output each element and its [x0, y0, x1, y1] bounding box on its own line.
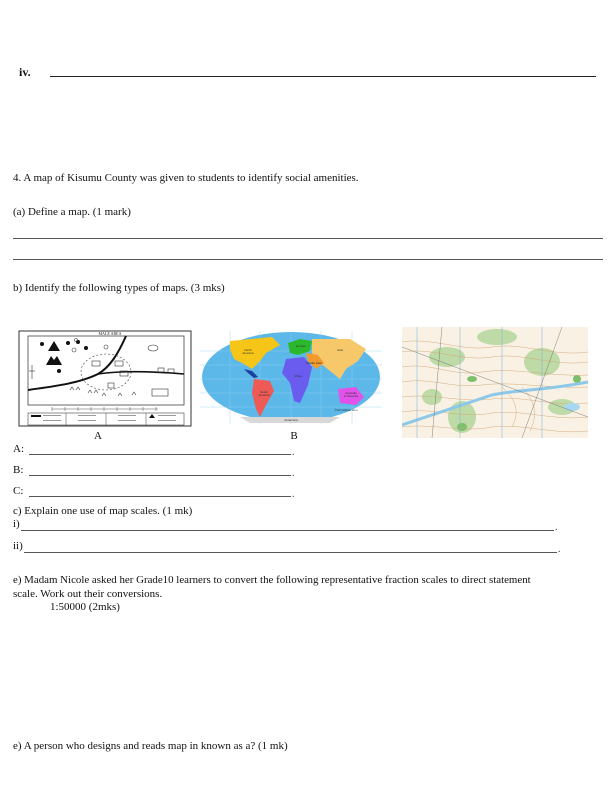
part-e2-prompt: e) A person who designs and reads map in known as a? (1 mk)	[13, 740, 288, 752]
svg-text:Antarctica: Antarctica	[284, 418, 298, 422]
figure-b-label: B	[290, 430, 298, 442]
svg-text:North: North	[244, 348, 252, 352]
figure-c-topographic-map	[402, 327, 588, 438]
part-a-answer-line-2[interactable]	[13, 259, 603, 260]
part-c-answer-ii-label: ii)	[13, 540, 23, 552]
figure-a-sketch-map	[18, 329, 193, 429]
part-c-prompt: c) Explain one use of map scales. (1 mk)	[13, 505, 193, 517]
world-map-illustration	[200, 331, 382, 424]
answer-line-iv[interactable]	[50, 76, 596, 77]
part-c-answer-i-terminator: .	[555, 522, 558, 533]
svg-text:& Oceania: & Oceania	[343, 394, 359, 398]
answer-c-line[interactable]	[29, 496, 291, 497]
svg-text:Asia: Asia	[337, 348, 343, 352]
svg-text:Europe: Europe	[296, 344, 306, 348]
part-e1-prompt-line1: e) Madam Nicole asked her Grade10 learners to convert the following representative fraction scales to direct statement	[13, 574, 531, 586]
svg-text:©WorldAtlas.com: ©WorldAtlas.com	[334, 408, 358, 412]
svg-text:Australia: Australia	[345, 391, 357, 395]
sketch-map-illustration	[18, 329, 193, 429]
svg-text:America: America	[242, 351, 254, 355]
answer-a-line[interactable]	[29, 454, 291, 455]
figure-b-world-map	[200, 331, 382, 424]
svg-text:South: South	[260, 390, 268, 394]
part-e1-prompt-line2: scale. Work out their conversions.	[13, 588, 163, 600]
part-c-answer-i-line[interactable]	[21, 530, 554, 531]
answer-b-label: B:	[13, 464, 24, 476]
svg-text:Middle East: Middle East	[306, 361, 322, 365]
answer-c-label: C:	[13, 485, 24, 497]
figure-a-label: A	[94, 430, 102, 442]
svg-text:Africa: Africa	[294, 374, 302, 378]
answer-b-terminator: .	[292, 468, 295, 479]
svg-text:MALE AREA: MALE AREA	[98, 331, 122, 336]
part-b-prompt: b) Identify the following types of maps. (3 mks)	[13, 282, 225, 294]
item-label-iv: iv.	[19, 65, 31, 79]
svg-text:America: America	[258, 393, 270, 397]
answer-a-label: A:	[13, 443, 24, 455]
part-a-prompt: (a) Define a map. (1 mark)	[13, 206, 131, 218]
part-c-answer-ii-terminator: .	[558, 544, 561, 555]
answer-b-line[interactable]	[29, 475, 291, 476]
part-e1-scale-item: 1:50000 (2mks)	[50, 601, 120, 613]
topographic-map-illustration	[402, 327, 588, 438]
answer-c-terminator: .	[292, 489, 295, 500]
question-4-stem: 4. A map of Kisumu County was given to students to identify social amenities.	[13, 172, 359, 184]
part-a-answer-line-1[interactable]	[13, 238, 603, 239]
part-c-answer-ii-line[interactable]	[24, 552, 557, 553]
part-c-answer-i-label: i)	[13, 518, 20, 530]
answer-a-terminator: .	[292, 447, 295, 458]
